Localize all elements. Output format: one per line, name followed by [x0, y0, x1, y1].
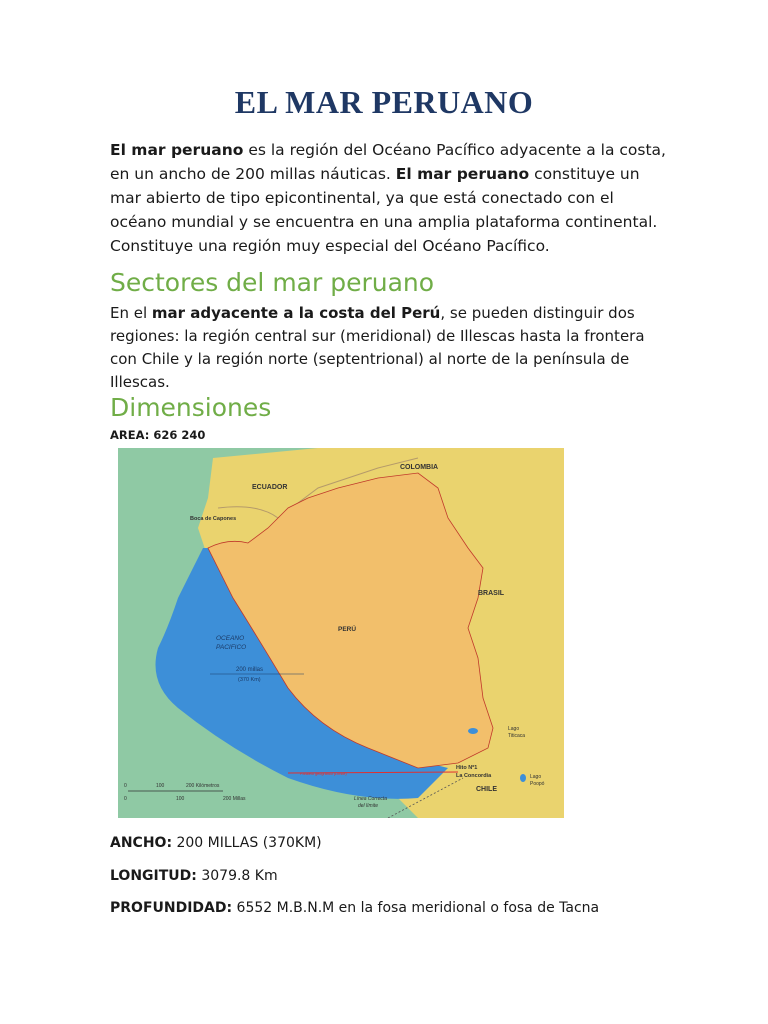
label-millas-1: 200 millas — [236, 667, 264, 673]
profundidad-line — [110, 900, 599, 916]
label-colombia: COLOMBIA — [400, 464, 439, 471]
label-oceano-2: PACIFICO — [216, 644, 247, 651]
profundidad-label: PROFUNDIDAD: — [110, 900, 233, 916]
scale-mi-200: 200 Millas — [223, 796, 246, 802]
label-millas-2: (370 Km) — [238, 677, 261, 683]
scale-km-0: 0 — [124, 783, 127, 789]
lake-poopo — [520, 774, 526, 782]
label-poopo-1: Lago — [530, 774, 542, 780]
scale-mi-0: 0 — [124, 796, 127, 802]
ancho-value: 200 MILLAS (370KM) — [172, 835, 322, 851]
peru-sea-map — [118, 448, 564, 818]
ancho-label: ANCHO: — [110, 835, 173, 851]
longitud-line — [110, 868, 278, 884]
label-chile: CHILE — [476, 786, 497, 793]
longitud-label: LONGITUD: — [110, 868, 197, 884]
sectores-text-2: , se pueden distinguir dos regiones: la región central sur (meridional) de Illescas hasta la frontera con Chile y la región norte (septentrional) al norte de la península de Illescas. — [110, 304, 645, 391]
label-linea-1: Línea Correcta — [354, 796, 388, 802]
intro-bold-2: El mar peruano — [395, 165, 530, 183]
label-paralelo: Paralelo geográfico (Límite) — [300, 772, 347, 776]
label-titicaca-2: Titicaca — [508, 733, 526, 739]
intro-text-2: constituye un mar abierto de tipo epicontinental, ya que está conectado con el océano mundial y se encuentra en una amplia plataforma continental. Constituye una región muy especial del Océano Pacífico. — [110, 165, 658, 255]
label-linea-2: del límite — [358, 803, 379, 809]
profundidad-value: 6552 M.B.N.M en la fosa meridional o fosa de Tacna — [232, 900, 600, 916]
intro-paragraph — [110, 138, 670, 258]
scale-km-100: 100 — [156, 783, 165, 789]
label-oceano-1: OCEANO — [216, 635, 245, 642]
label-poopo-2: Poopó — [530, 781, 545, 787]
intro-text-1: es la región del Océano Pacífico adyacente a la costa, en un ancho de 200 millas náuticas. — [110, 141, 666, 183]
label-titicaca-1: Lago — [508, 726, 520, 732]
area-value: AREA: 626 240 — [110, 428, 206, 442]
dimensiones-heading: Dimensiones — [110, 393, 272, 422]
label-peru: PERÚ — [338, 626, 357, 633]
page-title: EL MAR PERUANO — [234, 84, 534, 120]
sectores-bold: mar adyacente a la costa del Perú — [151, 304, 441, 322]
lake-titicaca — [468, 728, 478, 734]
sectores-text-1: En el — [110, 304, 152, 322]
sectores-paragraph — [110, 302, 670, 394]
scale-mi-100: 100 — [176, 796, 185, 802]
label-hito-2: La Concordia — [456, 773, 492, 779]
label-ecuador: ECUADOR — [252, 484, 288, 491]
longitud-value: 3079.8 Km — [196, 868, 278, 884]
label-hito-1: Hito Nº1 — [456, 765, 478, 771]
label-boca: Boca de Capones — [190, 516, 237, 522]
intro-bold-1: El mar peruano — [110, 141, 244, 159]
ancho-line — [110, 835, 322, 851]
label-brasil: BRASIL — [478, 590, 505, 597]
sectores-heading: Sectores del mar peruano — [110, 268, 435, 297]
scale-km-200: 200 Kilómetros — [186, 783, 220, 789]
